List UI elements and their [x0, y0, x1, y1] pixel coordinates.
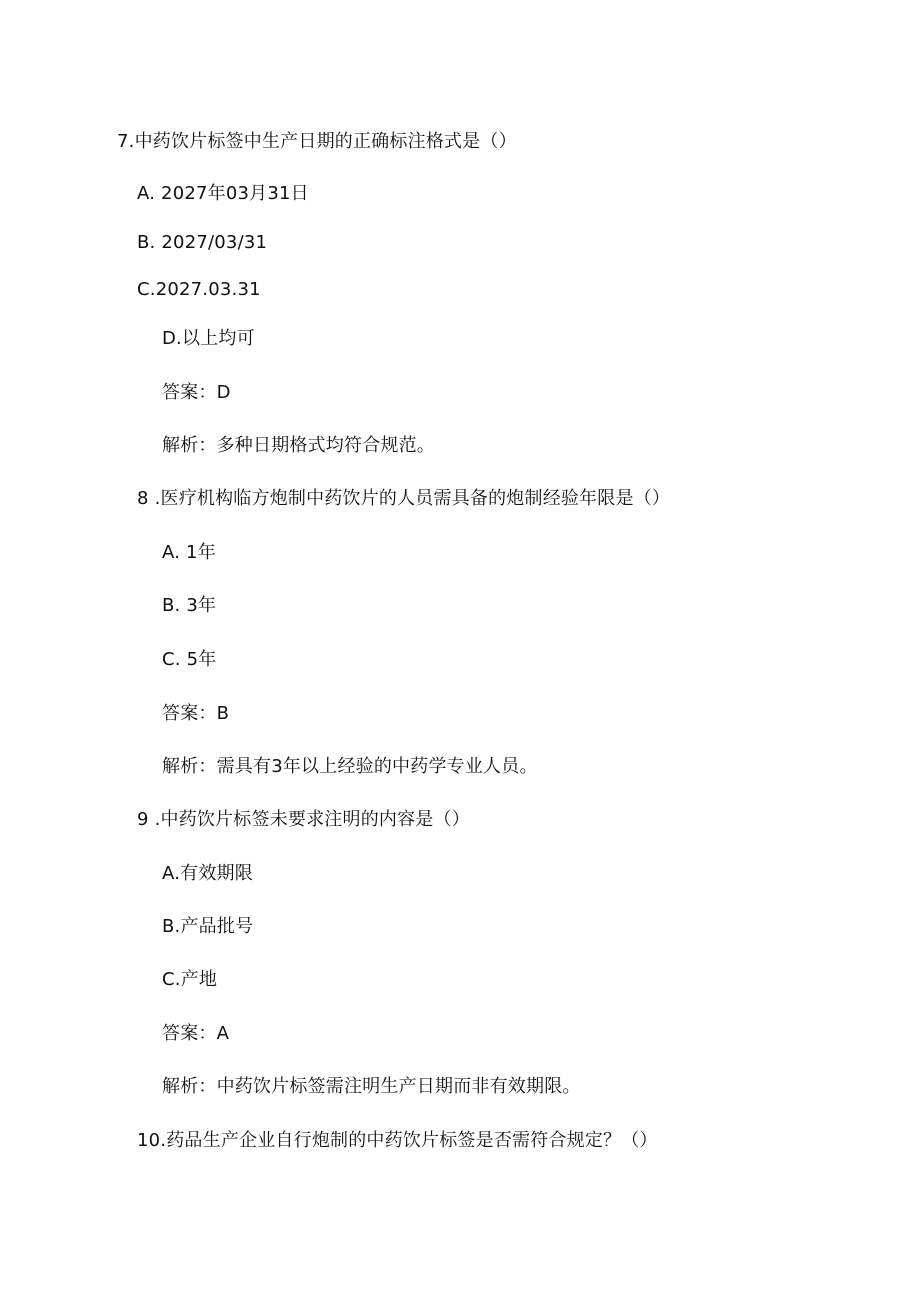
- question-9-option-c: C.产地: [162, 969, 218, 990]
- question-8-stem: 8 .医疗机构临方炮制中药饮片的人员需具备的炮制经验年限是（）: [137, 488, 671, 509]
- question-7-option-a: A. 2027年03月31日: [137, 183, 309, 204]
- question-10-stem: 10.药品生产企业自行炮制的中药饮片标签是否需符合规定？（）: [137, 1130, 658, 1151]
- question-7-stem: 7.中药饮片标签中生产日期的正确标注格式是（）: [117, 131, 517, 152]
- question-7-explanation: 解析：多种日期格式均符合规范。: [162, 435, 435, 456]
- question-7-option-d: D.以上均可: [162, 328, 255, 349]
- question-7-option-c: C.2027.03.31: [137, 279, 261, 300]
- question-9-explanation: 解析：中药饮片标签需注明生产日期而非有效期限。: [162, 1076, 581, 1097]
- question-9-stem: 9 .中药饮片标签未要求注明的内容是（）: [137, 809, 470, 830]
- question-8-option-c: C. 5年: [162, 649, 217, 670]
- question-8-explanation: 解析：需具有3年以上经验的中药学专业人员。: [162, 756, 538, 777]
- question-9-option-a: A.有效期限: [162, 863, 253, 884]
- question-9-answer: 答案：A: [162, 1023, 230, 1044]
- question-7-answer: 答案：D: [162, 382, 231, 403]
- question-7-option-b: B. 2027/03/31: [137, 232, 268, 253]
- question-9-option-b: B.产品批号: [162, 916, 254, 937]
- question-8-option-b: B. 3年: [162, 595, 217, 616]
- question-8-answer: 答案：B: [162, 703, 230, 724]
- question-8-option-a: A. 1年: [162, 542, 216, 563]
